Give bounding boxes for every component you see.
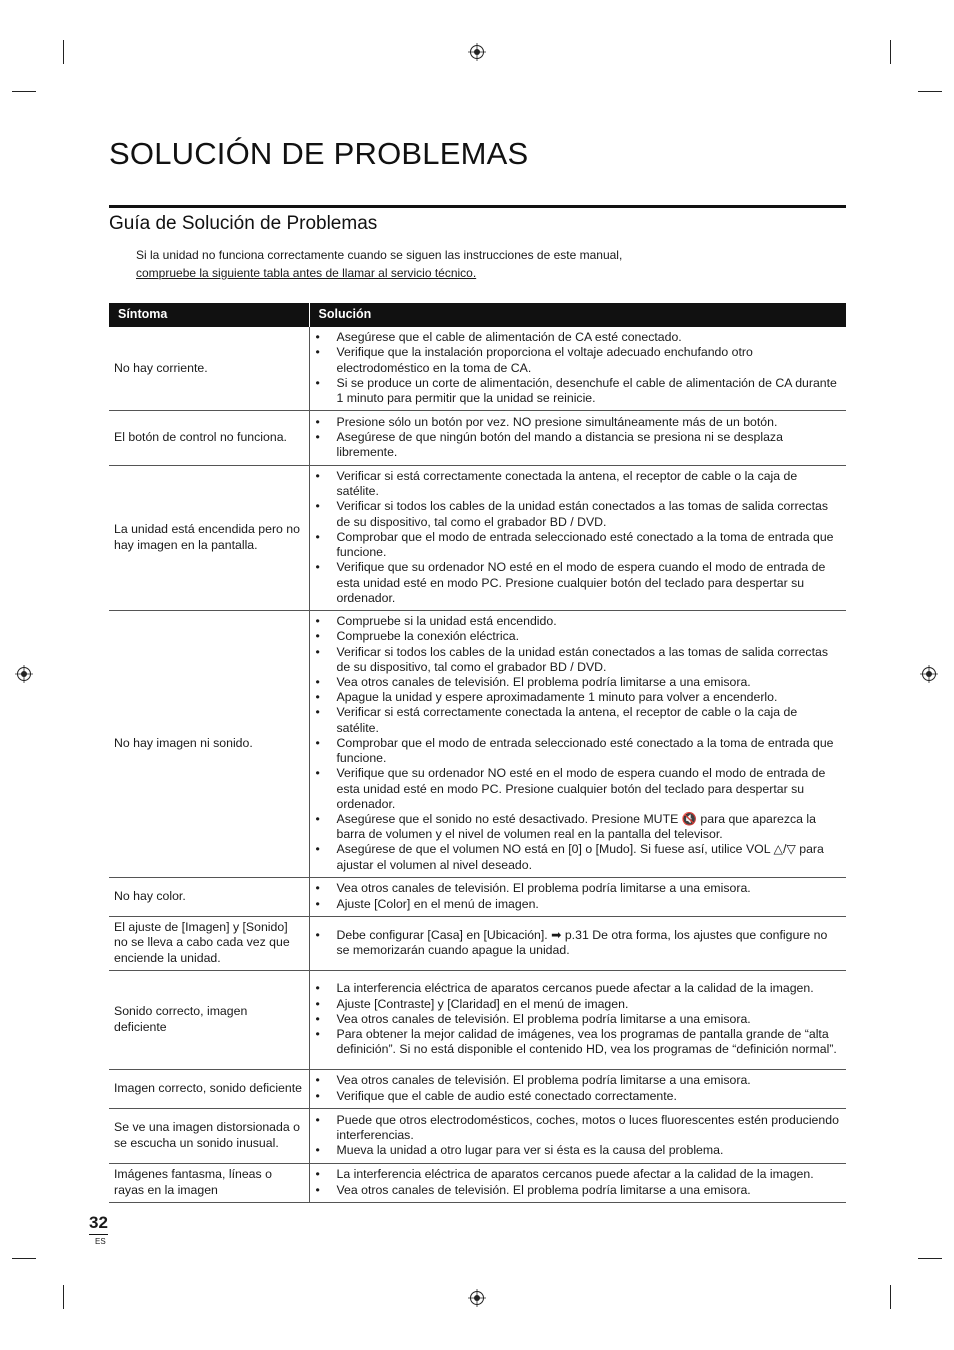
solution-item: • Comprobar que el modo de entrada seleccionado esté conectado a la toma de entrada que funcione. [316,736,843,766]
table-row [109,916,846,970]
symptom-cell: No hay imagen ni sonido. [109,610,309,877]
solution-list [316,614,843,872]
solution-cell [309,1163,846,1202]
solution-item: • Verifique que su ordenador NO esté en el modo de espera cuando el modo de entrada de esta unidad esté en modo PC. Presione cualquier botón del teclado para despertar su ordenador. [316,560,843,606]
table-row [109,970,846,1069]
symptom-cell: No hay corriente. [109,327,309,410]
intro-line-2: compruebe la siguiente tabla antes de llamar al servicio técnico. [136,266,477,280]
page-title: SOLUCIÓN DE PROBLEMAS [109,136,529,171]
solution-cell [309,465,846,610]
solution-item: • Vea otros canales de televisión. El problema podría limitarse a una emisora. [316,1073,843,1088]
solution-list [316,1113,843,1159]
crop-mark [63,40,64,64]
registration-mark-icon [468,1289,486,1307]
header-solution: Solución [309,303,846,327]
solution-cell [309,610,846,877]
table-row [109,877,846,916]
crop-mark [63,1285,64,1309]
solution-cell [309,1069,846,1108]
table-row [109,465,846,610]
solution-item: • Vea otros canales de televisión. El problema podría limitarse a una emisora. [316,675,843,690]
solution-item: • Vea otros canales de televisión. El problema podría limitarse a una emisora. [316,881,843,896]
table-header-row [109,303,846,327]
solution-item: • Verificar si está correctamente conectada la antena, el receptor de cable o la caja de satélite. [316,705,843,735]
solution-cell [309,410,846,465]
symptom-cell: El ajuste de [Imagen] y [Sonido] no se lleva a cabo cada vez que enciende la unidad. [109,916,309,970]
title-rule [109,205,846,208]
solution-item: • Verificar si todos los cables de la unidad están conectados a las tomas de salida correctas de su dispositivo, tal como el grabador BD / DVD. [316,499,843,529]
solution-item: • La interferencia eléctrica de aparatos cercanos puede afectar a la calidad de la imagen. [316,1167,843,1182]
table-row [109,410,846,465]
troubleshooting-table [109,303,846,1203]
crop-mark [918,1258,942,1259]
solution-item: • Compruebe la conexión eléctrica. [316,629,843,644]
solution-item: • La interferencia eléctrica de aparatos cercanos puede afectar a la calidad de la imagen. [316,981,843,996]
solution-cell [309,970,846,1069]
table-row [109,610,846,877]
crop-mark [890,40,891,64]
solution-item: • Apague la unidad y espere aproximadamente 1 minuto para volver a encenderlo. [316,690,843,705]
solution-item: • Vea otros canales de televisión. El problema podría limitarse a una emisora. [316,1183,843,1198]
crop-mark [12,91,36,92]
solution-item: • Mueva la unidad a otro lugar para ver si ésta es la causa del problema. [316,1143,843,1158]
symptom-cell: Sonido correcto, imagen deficiente [109,970,309,1069]
solution-item: • Verifique que su ordenador NO esté en el modo de espera cuando el modo de entrada de esta unidad esté en modo PC. Presione cualquier botón del teclado para despertar su ordenador. [316,766,843,812]
solution-item: • Asegúrese de que ningún botón del mando a distancia se presiona ni se desplaza libremente. [316,430,843,460]
solution-item: • Debe configurar [Casa] en [Ubicación]. ➡ p.31 De otra forma, los ajustes que configure no se memorizarán cuando apague la unidad. [316,928,843,958]
intro-text [136,246,622,282]
registration-mark-icon [920,665,938,683]
registration-mark-icon [15,665,33,683]
symptom-cell: Imágenes fantasma, líneas o rayas en la imagen [109,1163,309,1202]
solution-item: • Para obtener la mejor calidad de imágenes, vea los programas de pantalla grande de “alta definición”. Si no está disponible el contenido HD, vea los programas de “definición normal”. [316,1027,843,1057]
crop-mark [890,1285,891,1309]
solution-item: • Verifique que el cable de audio esté conectado correctamente. [316,1089,843,1104]
crop-mark [918,91,942,92]
symptom-cell: El botón de control no funciona. [109,410,309,465]
solution-item: • Ajuste [Contraste] y [Claridad] en el menú de imagen. [316,997,843,1012]
symptom-cell: Imagen correcto, sonido deficiente [109,1069,309,1108]
header-symptom: Síntoma [109,303,309,327]
registration-mark-icon [468,43,486,61]
solution-item: • Puede que otros electrodomésticos, coches, motos o luces fluorescentes estén produciendo interferencias. [316,1113,843,1143]
solution-list [316,1167,843,1197]
table-row [109,327,846,410]
solution-list [316,928,843,958]
symptom-cell: La unidad está encendida pero no hay imagen en la pantalla. [109,465,309,610]
solution-item: • Asegúrese que el cable de alimentación de CA esté conectado. [316,330,843,345]
page-language: ES [95,1237,106,1246]
solution-item: • Comprobar que el modo de entrada seleccionado esté conectado a la toma de entrada que funcione. [316,530,843,560]
solution-list [316,469,843,606]
solution-list [316,1073,843,1103]
section-title: Guía de Solución de Problemas [109,213,378,234]
solution-item: • Compruebe si la unidad está encendido. [316,614,843,629]
solution-cell [309,1108,846,1163]
solution-cell [309,916,846,970]
page-number: 32 [89,1213,108,1235]
solution-item: • Verificar si todos los cables de la unidad están conectados a las tomas de salida correctas de su dispositivo, tal como el grabador BD / DVD. [316,645,843,675]
solution-list [316,981,843,1057]
solution-item: • Asegúrese de que el volumen NO está en [0] o [Mudo]. Si fuese así, utilice VOL △/▽ para ajustar el volumen al nivel deseado. [316,842,843,872]
solution-cell [309,877,846,916]
solution-item: • Vea otros canales de televisión. El problema podría limitarse a una emisora. [316,1012,843,1027]
solution-cell [309,327,846,410]
solution-item: • Si se produce un corte de alimentación, desenchufe el cable de alimentación de CA durante 1 minuto para permitir que la unidad se reinicie. [316,376,843,406]
solution-item: • Presione sólo un botón por vez. NO presione simultáneamente más de un botón. [316,415,843,430]
solution-list [316,415,843,461]
solution-item: • Ajuste [Color] en el menú de imagen. [316,897,843,912]
symptom-cell: Se ve una imagen distorsionada o se escucha un sonido inusual. [109,1108,309,1163]
solution-list [316,330,843,406]
table-row [109,1163,846,1202]
intro-line-1: Si la unidad no funciona correctamente cuando se siguen las instrucciones de este manual, [136,248,623,262]
solution-list [316,881,843,911]
solution-item: • Verificar si está correctamente conectada la antena, el receptor de cable o la caja de satélite. [316,469,843,499]
crop-mark [12,1258,36,1259]
table-row [109,1108,846,1163]
solution-item: • Asegúrese que el sonido no esté desactivado. Presione MUTE 🔇 para que aparezca la barra de volumen y el nivel de volumen real en la pantalla del televisor. [316,812,843,842]
solution-item: • Verifique que la instalación proporciona el voltaje adecuado enchufando otro electrodoméstico en la toma de CA. [316,345,843,375]
table-row [109,1069,846,1108]
symptom-cell: No hay color. [109,877,309,916]
table-body [109,327,846,1202]
